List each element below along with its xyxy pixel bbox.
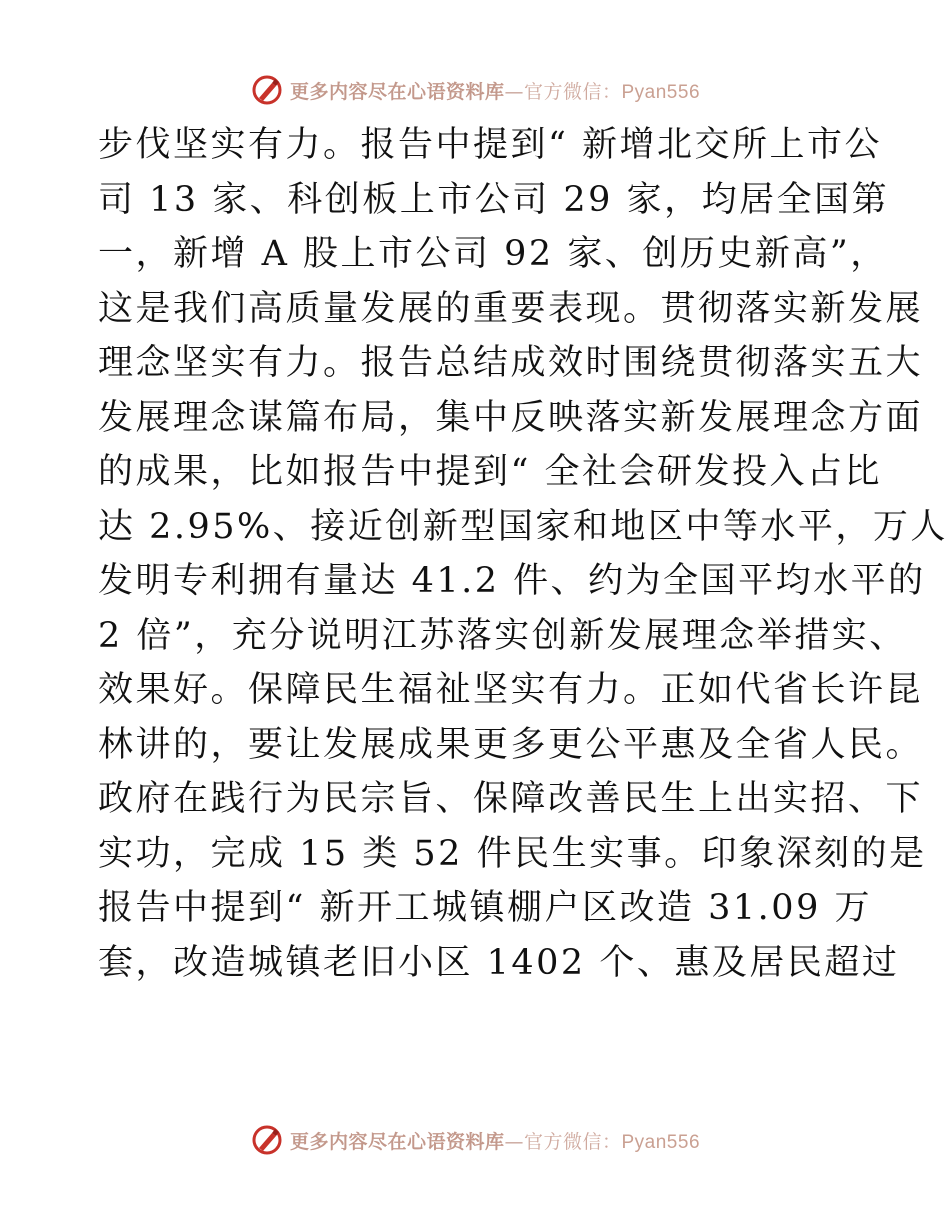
banner-wechat-label: 官方微信： xyxy=(523,80,622,103)
text-line: 这是我们高质量发展的重要表现。贯彻落实新发展 xyxy=(98,288,924,329)
banner-wechat-id: Pyan556 xyxy=(621,81,701,103)
footer-banner xyxy=(0,1120,950,1160)
text-line: 发明专利拥有量达 41.2 件、约为全国平均水平的 xyxy=(98,561,926,601)
text-line: 步伐坚实有力。报告中提到“ 新增北交所上市公 xyxy=(98,125,883,165)
banner-text xyxy=(290,1127,700,1154)
text-line: 发展理念谋篇布局，集中反映落实新发展理念方面 xyxy=(98,397,924,438)
text-line: 套，改造城镇老旧小区 1402 个、惠及居民超过 xyxy=(98,942,900,983)
pen-circle-logo-icon xyxy=(250,1123,284,1157)
banner-text xyxy=(290,77,700,104)
banner-wechat-label: 官方微信： xyxy=(523,1130,622,1153)
banner-dash: — xyxy=(504,1130,524,1153)
text-line: 实功，完成 15 类 52 件民生实事。印象深刻的是 xyxy=(98,833,927,874)
pen-circle-logo-icon xyxy=(250,73,284,107)
text-line: 报告中提到“ 新开工城镇棚户区改造 31.09 万 xyxy=(98,888,872,928)
banner-slogan: 更多内容尽在心语资料库 xyxy=(289,80,505,103)
header-banner xyxy=(0,70,950,110)
banner-wechat-id: Pyan556 xyxy=(621,1131,701,1153)
banner-slogan: 更多内容尽在心语资料库 xyxy=(289,1130,505,1153)
text-line: 理念坚实有力。报告总结成效时围绕贯彻落实五大 xyxy=(98,343,924,383)
text-line: 政府在践行为民宗旨、保障改善民生上出实招、下 xyxy=(98,779,924,819)
text-line: 一，新增 A 股上市公司 92 家、创历史新高”， xyxy=(98,234,888,274)
text-line: 效果好。保障民生福祉坚实有力。正如代省长许昆 xyxy=(98,670,924,710)
document-body xyxy=(98,118,948,990)
text-line: 2 倍”，充分说明江苏落实创新发展理念举措实、 xyxy=(98,615,907,656)
text-line: 达 2.95%、接近创新型国家和地区中等水平，万人 xyxy=(98,506,948,547)
banner-dash: — xyxy=(504,80,524,103)
text-line: 林讲的，要让发展成果更多更公平惠及全省人民。 xyxy=(98,724,924,765)
text-line: 司 13 家、科创板上市公司 29 家，均居全国第 xyxy=(98,179,890,220)
text-line: 的成果，比如报告中提到“ 全社会研发投入占比 xyxy=(98,452,883,492)
